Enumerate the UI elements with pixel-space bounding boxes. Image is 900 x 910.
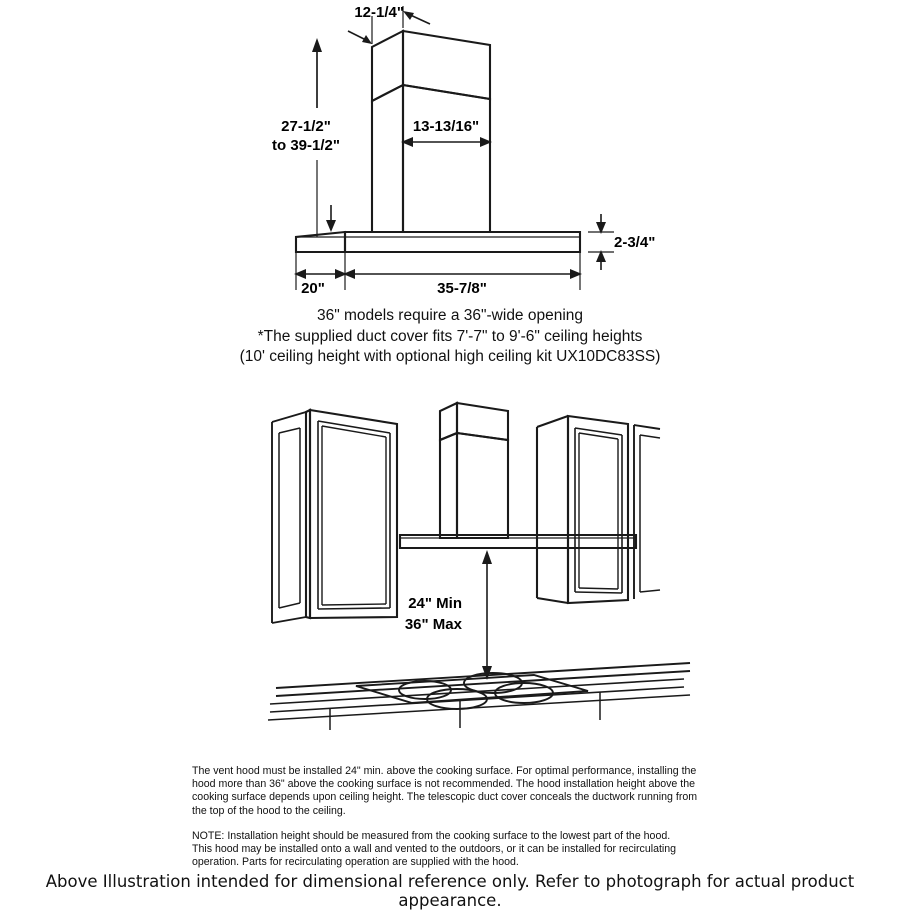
chimney-upper-side (372, 31, 403, 101)
chimney-lower-side (372, 85, 403, 232)
installation-note-paragraph: NOTE: Installation height should be measured from the cooking surface to the lowest part of the hood. This hood may be installed onto a wall and vented to the outdoors, or it can be installed for recirculating operation. Parts for recirculating operation are supplied with the hood. (192, 830, 677, 869)
dim-chimney-height-line1: 27-1/2" (281, 118, 331, 135)
cabinet-right-far (634, 425, 660, 599)
dim-canopy-depth: 20" (301, 280, 325, 297)
canopy-front (345, 232, 580, 252)
dim-chimney-height-line2: to 39-1/2" (272, 137, 340, 154)
dim-canopy-width: 35-7/8" (437, 280, 487, 297)
dimension-arrows (294, 11, 606, 279)
hood-canopy-lower (400, 535, 636, 548)
hood-dimension-drawing (0, 0, 900, 300)
dim-clearance-min: 24" Min (408, 595, 462, 612)
cabinet-right-main (537, 416, 628, 603)
illustration-disclaimer: Above Illustration intended for dimensional reference only. Refer to photograph for actual product appearance. (45, 872, 855, 910)
chimney-lower-front (403, 85, 490, 232)
install-instructions-paragraph: The vent hood must be installed 24" min. above the cooking surface. For optimal performance, installing the hood more than 36" above the cooking surface is not recommended. The hood installation height above the cooking surface depends upon ceiling height. The telescopic duct cover conceals the ductwork running from the top of the hood to the ceiling. (192, 765, 698, 817)
canopy-side (296, 232, 345, 252)
countertop (268, 663, 690, 730)
chimney-upper-front (403, 31, 490, 99)
dim-chimney-depth: 12-1/4" (354, 4, 404, 21)
cabinet-left-main (306, 410, 397, 618)
dim-canopy-thickness: 2-3/4" (614, 234, 656, 251)
caption-block (0, 306, 900, 368)
hood-chimney-lower (440, 403, 508, 538)
caption-line-2: *The supplied duct cover fits 7'-7" to 9'-6" ceiling heights (257, 327, 643, 345)
cabinet-left-far (272, 412, 306, 623)
extension-lines (296, 6, 614, 290)
caption-line-3: (10' ceiling height with optional high ceiling kit UX10DC83SS) (239, 348, 661, 365)
dim-chimney-width: 13-13/16" (412, 118, 480, 135)
clearance-dimension (482, 550, 492, 680)
installation-clearance-drawing (0, 390, 900, 760)
caption-line-1: 36" models require a 36"-wide opening (316, 307, 584, 324)
dim-clearance-max: 36" Max (404, 616, 462, 633)
